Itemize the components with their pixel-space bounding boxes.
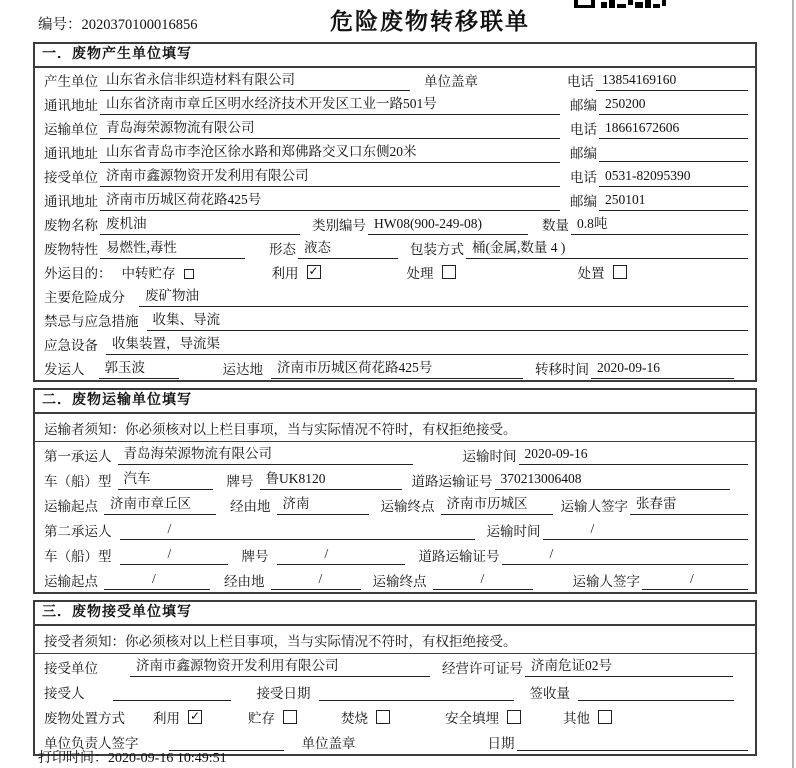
disposal-utilize-checkbox: ✓	[189, 708, 201, 723]
qr-code-fragment-icon	[574, 0, 672, 10]
form-row	[35, 567, 755, 592]
unit-seal-label: 单位盖章	[424, 74, 478, 89]
destination-label: 运达地	[222, 362, 263, 377]
section-title: 一．废物产生单位填写	[35, 44, 755, 68]
license-number-value: 济南危证02号	[525, 656, 733, 677]
origin-1-value: 济南市章丘区	[104, 494, 216, 515]
transporter-unit-label: 运输单位	[44, 122, 98, 137]
date-label: 日期	[487, 735, 515, 751]
carrier-sign-2-value: /	[642, 569, 748, 590]
disposal-method-label: 废物处置方式	[44, 710, 125, 726]
section-producer	[33, 42, 757, 382]
form-row	[35, 116, 755, 140]
taboo-measures-label: 禁忌与应急措施	[44, 314, 139, 329]
first-carrier-value: 青岛海荣源物流有限公司	[118, 444, 413, 465]
transporter-phone-label: 电话	[570, 122, 597, 137]
disposal-incinerate-checkbox	[376, 710, 390, 724]
endpoint-2-label: 运输终点	[372, 573, 427, 589]
purpose-treat-checkbox	[442, 265, 456, 279]
form-row	[35, 212, 755, 236]
disposal-other	[563, 707, 612, 727]
transport-date-2-label: 运输时间	[486, 523, 541, 539]
purpose-transit-storage-checkbox	[184, 269, 194, 279]
plate-number-1-label: 牌号	[226, 473, 254, 489]
transporter-unit-value: 青岛海荣源物流有限公司	[100, 118, 560, 139]
accept-unit-value: 济南市鑫源物资开发利用有限公司	[130, 656, 430, 677]
vehicle-type-2-label: 车（船）型	[44, 548, 112, 564]
second-carrier-value: /	[120, 519, 475, 540]
form-row	[35, 308, 755, 332]
vehicle-type-2-value: /	[120, 544, 228, 565]
disposal-landfill-label: 安全填埋	[445, 710, 499, 726]
license-number-label: 经营许可证号	[442, 660, 523, 676]
disposal-landfill-checkbox	[507, 710, 521, 724]
producer-postcode-value: 250200	[599, 94, 748, 115]
page-title: 危险废物转移联单	[330, 9, 530, 34]
producer-unit-label: 产生单位	[44, 74, 98, 89]
disposal-utilize	[153, 707, 202, 727]
origin-1-label: 运输起点	[44, 498, 98, 514]
notice-text: 接受者须知：你必须核对以上栏目事项，当与实际情况不符时，有权拒绝接受。	[44, 633, 517, 649]
plate-number-2-value: /	[277, 544, 405, 565]
disposal-storage-label: 贮存	[248, 710, 275, 726]
road-permit-2-label: 道路运输证号	[418, 548, 500, 564]
accept-unit-label: 接受单位	[44, 660, 98, 676]
plate-number-2-label: 牌号	[241, 548, 269, 564]
receiver-postcode-label: 邮编	[570, 194, 597, 209]
transporter-phone-value: 18661672606	[599, 118, 748, 139]
page-edge-line	[792, 0, 794, 768]
transporter-postcode-label: 邮编	[570, 146, 597, 161]
waste-name-value: 废机油	[100, 214, 300, 235]
date-value	[517, 732, 749, 751]
receiver-address-label: 通讯地址	[44, 194, 98, 209]
print-time	[38, 747, 227, 767]
road-permit-2-value: /	[502, 544, 749, 565]
taboo-measures-value: 收集、导流	[147, 310, 749, 331]
accept-date-value	[319, 682, 514, 701]
notice-text: 运输者须知：你必须核对以上栏目事项，当与实际情况不符时，有权拒绝接受。	[44, 421, 517, 437]
section-transporter	[33, 388, 757, 594]
acceptor-value	[113, 682, 231, 701]
emergency-equipment-value: 收集装置，导流渠	[106, 334, 748, 355]
waste-quantity-label: 数量	[542, 218, 569, 233]
section-receiver	[33, 600, 757, 756]
form-row	[35, 467, 755, 492]
producer-address-label: 通讯地址	[44, 98, 98, 113]
form-row	[35, 679, 755, 704]
plate-number-1-value: 鲁UK8120	[260, 469, 402, 490]
unit-head-sign-label: 单位负责人签字	[44, 735, 139, 751]
unit-seal-2-label: 单位盖章	[301, 735, 356, 751]
section-title: 二．废物运输单位填写	[35, 390, 755, 414]
receiver-phone-label: 电话	[570, 170, 597, 185]
disposal-other-label: 其他	[563, 710, 590, 726]
serial-label: 编号：	[38, 17, 82, 33]
road-permit-1-label: 道路运输证号	[411, 473, 493, 489]
form-row	[35, 704, 755, 729]
form-sections	[33, 42, 757, 756]
transport-date-1-value: 2020-09-16	[519, 444, 749, 465]
form-row	[35, 356, 755, 380]
transporter-postcode-value	[599, 143, 748, 162]
form-row	[35, 68, 755, 92]
endpoint-2-value: /	[433, 569, 533, 590]
transporter-address-value: 山东省青岛市李沧区徐水路和郑佛路交叉口东侧20米	[100, 142, 560, 163]
disposal-utilize-label: 利用	[153, 710, 180, 726]
disposal-other-checkbox	[598, 710, 612, 724]
waste-category-label: 类别编号	[312, 218, 366, 233]
producer-address-value: 山东省济南市章丘区明水经济技术开发区工业一路501号	[100, 94, 560, 115]
purpose-utilize	[272, 262, 321, 282]
packing-method-value: 桶(金属,数量 4 )	[466, 238, 748, 259]
origin-2-label: 运输起点	[44, 573, 98, 589]
disposal-incinerate	[341, 707, 390, 727]
notice-row	[35, 626, 755, 654]
purpose-transit-storage-label: 中转贮存	[121, 266, 176, 281]
transfer-purpose-label: 外运目的：	[44, 266, 112, 281]
carrier-sign-1-label: 运输人签字	[560, 498, 628, 514]
via-2-value: /	[271, 569, 361, 590]
carrier-sign-2-label: 运输人签字	[572, 573, 640, 589]
waste-property-label: 废物特性	[44, 242, 98, 257]
first-carrier-label: 第一承运人	[44, 448, 112, 464]
emergency-equipment-label: 应急设备	[44, 338, 98, 353]
origin-2-value: /	[104, 569, 210, 590]
purpose-utilize-checkbox: ✓	[308, 264, 319, 278]
form-row	[35, 517, 755, 542]
serial-value: 2020370100016856	[81, 17, 198, 33]
producer-unit-value: 山东省永信非织造材料有限公司	[100, 70, 410, 91]
accept-date-label: 接受日期	[256, 685, 311, 701]
received-amount-value	[578, 682, 734, 701]
main-hazard-value: 废矿物油	[139, 286, 748, 307]
via-1-value: 济南	[277, 494, 369, 515]
form-row	[35, 164, 755, 188]
received-amount-label: 签收量	[529, 685, 570, 701]
second-carrier-label: 第二承运人	[44, 523, 112, 539]
acceptor-label: 接受人	[44, 685, 85, 701]
purpose-dispose-checkbox	[613, 265, 627, 279]
transfer-date-label: 转移时间	[535, 362, 589, 377]
form-row	[35, 260, 755, 284]
vehicle-type-1-label: 车（船）型	[44, 473, 112, 489]
waste-category-value: HW08(900-249-08)	[368, 214, 528, 235]
destination-value: 济南市历城区荷花路425号	[271, 358, 523, 379]
producer-phone-label: 电话	[567, 74, 594, 89]
disposal-storage-checkbox	[283, 710, 297, 724]
packing-method-label: 包装方式	[410, 242, 464, 257]
consigner-value: 郭玉波	[99, 358, 179, 379]
disposal-landfill	[445, 707, 521, 727]
via-1-label: 经由地	[230, 498, 271, 514]
section-title: 三．废物接受单位填写	[35, 602, 755, 626]
form-row	[35, 236, 755, 260]
transport-date-2-value: /	[543, 519, 749, 540]
receiver-unit-value: 济南市鑫源物资开发利用有限公司	[100, 166, 560, 187]
receiver-postcode-value: 250101	[599, 190, 748, 211]
print-time-label: 打印时间：	[38, 751, 108, 766]
form-row	[35, 442, 755, 467]
form-row	[35, 332, 755, 356]
waste-quantity-value: 0.8吨	[571, 214, 748, 235]
print-time-value: 2020-09-16 10:49:51	[108, 751, 227, 766]
form-row	[35, 188, 755, 212]
purpose-treat	[407, 262, 456, 282]
waste-form-value: 液态	[298, 238, 398, 259]
purpose-utilize-label: 利用	[271, 266, 299, 281]
producer-phone-value: 13854169160	[596, 70, 748, 91]
waste-property-value: 易燃性,毒性	[100, 238, 245, 259]
disposal-storage	[248, 707, 297, 727]
transport-date-1-label: 运输时间	[462, 448, 517, 464]
purpose-dispose	[578, 262, 627, 282]
form-row	[35, 492, 755, 517]
endpoint-1-value: 济南市历城区	[441, 494, 553, 515]
waste-name-label: 废物名称	[44, 218, 98, 233]
form-row	[35, 542, 755, 567]
disposal-incinerate-label: 焚烧	[341, 710, 368, 726]
producer-postcode-label: 邮编	[570, 98, 597, 113]
form-row	[35, 92, 755, 116]
carrier-sign-1-value: 张春雷	[630, 494, 748, 515]
purpose-transit-storage	[122, 262, 194, 282]
road-permit-1-value: 370213006408	[495, 469, 731, 490]
receiver-phone-value: 0531-82095390	[599, 166, 748, 187]
waste-form-label: 形态	[269, 242, 296, 257]
form-row	[35, 284, 755, 308]
receiver-address-value: 济南市历城区荷花路425号	[100, 190, 560, 211]
endpoint-1-label: 运输终点	[380, 498, 435, 514]
consigner-label: 发运人	[44, 362, 85, 377]
transfer-date-value: 2020-09-16	[591, 358, 734, 379]
purpose-dispose-label: 处置	[577, 266, 605, 281]
main-hazard-label: 主要危险成分	[44, 290, 125, 305]
form-row	[35, 654, 755, 679]
purpose-treat-label: 处理	[406, 266, 434, 281]
notice-row	[35, 414, 755, 442]
form-row	[35, 140, 755, 164]
receiver-unit-label: 接受单位	[44, 170, 98, 185]
via-2-label: 经由地	[224, 573, 265, 589]
transporter-address-label: 通讯地址	[44, 146, 98, 161]
vehicle-type-1-value: 汽车	[118, 469, 213, 490]
